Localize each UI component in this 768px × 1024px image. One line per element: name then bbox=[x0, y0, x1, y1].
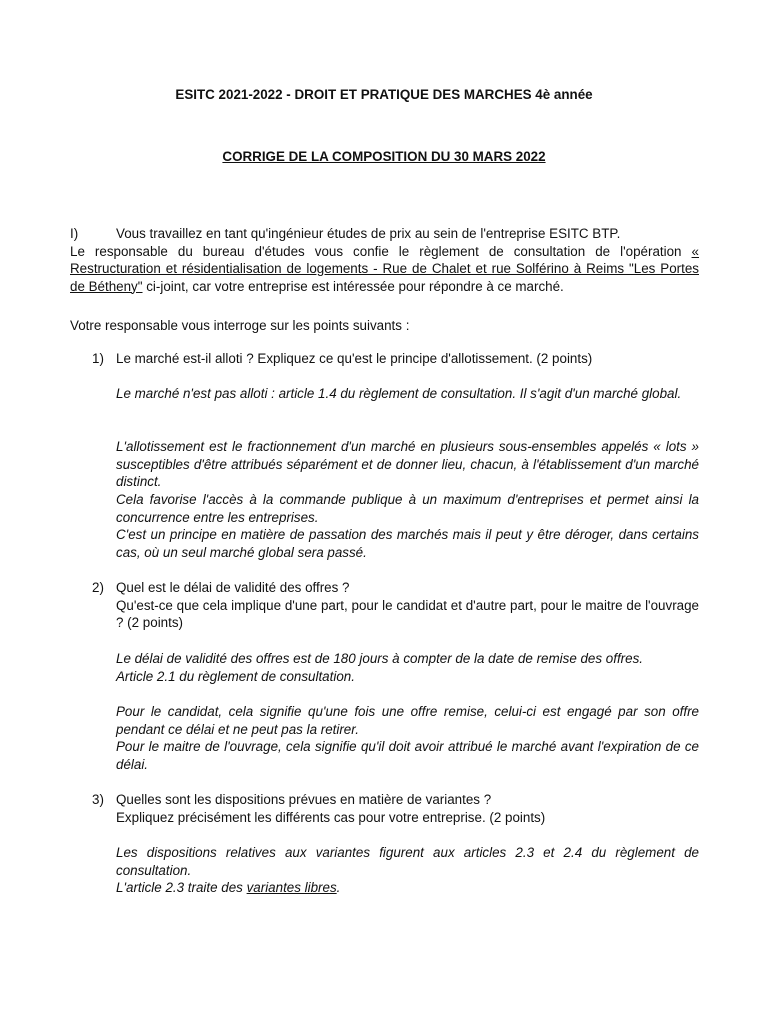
question-1-number: 1) bbox=[92, 351, 104, 366]
question-1-answer-4: C'est un principe en matière de passation des marchés mais il peut y être déroger, dans certains cas, où un seul marché global sera passé. bbox=[116, 527, 699, 560]
question-2-answer-2: Article 2.1 du règlement de consultation. bbox=[116, 669, 355, 684]
question-1-answer-3: Cela favorise l'accès à la commande publique à un maximum d'entreprises et permet ainsi la concurrence entre les entreprises. bbox=[116, 492, 699, 525]
operation-name: « Restructuration et résidentialisation de logements - Rue de Chalet et rue Solférino à Reims "Les Portes de Bétheny" bbox=[70, 243, 699, 294]
question-2-answer-3: Pour le candidat, cela signifie qu'une fois une offre remise, celui-ci est engagé par son offre pendant ce délai et ne peut pas la retirer. bbox=[116, 704, 699, 737]
question-2-line-2: Qu'est-ce que cela implique d'une part, pour le candidat et d'autre part, pour le maitre de l'ouvrage ? (2 points) bbox=[116, 597, 699, 630]
intro-line-1-text: Vous travaillez en tant qu'ingénieur études de prix au sein de l'entreprise ESITC BTP. bbox=[116, 226, 621, 241]
question-2-text bbox=[116, 579, 699, 632]
course-title: ESITC 2021-2022 - DROIT ET PRATIQUE DES MARCHES 4è année bbox=[175, 87, 593, 102]
answer-2-text: L'article 2.3 traite des bbox=[116, 880, 247, 895]
question-1-text: Le marché est-il alloti ? Expliquez ce qu'est le principe d'allotissement. (2 points) bbox=[116, 351, 593, 366]
question-3-line-2: Expliquez précisément les différents cas pour votre entreprise. (2 points) bbox=[116, 809, 546, 825]
question-2-answer-1: Le délai de validité des offres est de 180 jours à compter de la date de remise des offres. bbox=[116, 651, 644, 666]
question-2-answer-4: Pour le maitre de l'ouvrage, cela signifie qu'il doit avoir attribué le marché avant l'expiration de ce délai. bbox=[116, 739, 699, 772]
intro-line-2-text: Le responsable du bureau d'études vous confie le règlement de consultation de l'opération bbox=[70, 243, 682, 259]
intro-line-1 bbox=[70, 225, 699, 243]
question-3-number: 3) bbox=[92, 792, 104, 807]
subtitle-text: CORRIGE DE LA COMPOSITION DU 30 MARS 2022 bbox=[222, 149, 546, 164]
question-3-line-1: Quelles sont les dispositions prévues en matière de variantes ? bbox=[116, 792, 492, 807]
question-3-answer-1: Les dispositions relatives aux variantes figurent aux articles 2.3 et 2.4 du règlement de consultation. bbox=[116, 845, 699, 878]
intro-paragraph bbox=[70, 225, 699, 295]
intro-line-2-end: ci-joint, car votre entreprise est intéressée pour répondre à ce marché. bbox=[142, 278, 564, 294]
question-1-answer-2: L'allotissement est le fractionnement d'un marché en plusieurs sous-ensembles appelés « lots » susceptibles d'être attribués séparément et de donner lieu, chacun, à l'établissement d'un marché distinct. bbox=[116, 439, 699, 489]
question-2-number: 2) bbox=[92, 580, 104, 595]
lead-in-text: Votre responsable vous interroge sur les points suivants : bbox=[70, 318, 410, 333]
question-1-answer-1: Le marché n'est pas alloti : article 1.4 du règlement de consultation. Il s'agit d'un marché global. bbox=[116, 386, 682, 401]
variantes-libres-term: variantes libres bbox=[246, 880, 337, 895]
section-number: I) bbox=[70, 226, 79, 241]
question-3-answer-2 bbox=[116, 879, 699, 897]
question-3-text bbox=[116, 791, 699, 826]
document-subtitle bbox=[0, 148, 768, 166]
intro-line-2 bbox=[70, 243, 699, 296]
question-2-line-1: Quel est le délai de validité des offres ? bbox=[116, 580, 350, 595]
answer-2-end: . bbox=[336, 880, 341, 895]
